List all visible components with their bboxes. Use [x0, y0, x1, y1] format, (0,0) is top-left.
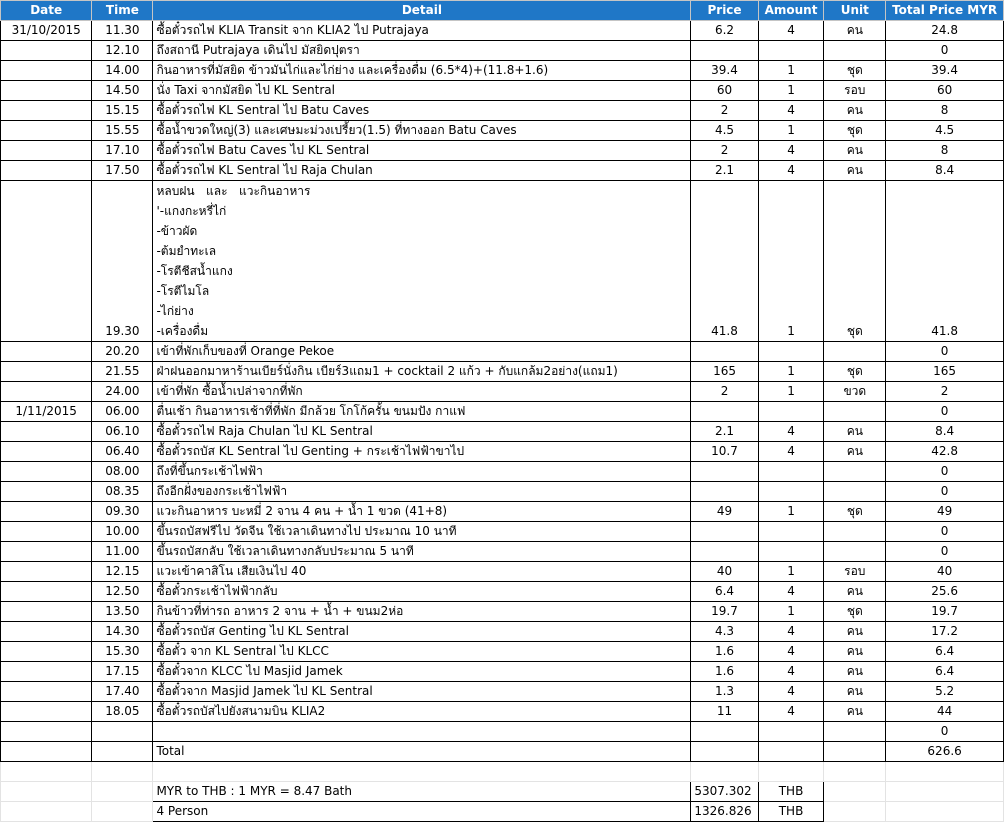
cell-time[interactable]: 08.35 — [92, 482, 153, 502]
empty-cell[interactable] — [1, 782, 92, 802]
cell-total[interactable]: 8 — [886, 141, 1004, 161]
header-unit[interactable]: Unit — [824, 1, 886, 21]
cell-detail[interactable]: ถึงที่ขึ้นกระเช้าไฟฟ้า — [153, 462, 691, 482]
cell-time[interactable]: 15.30 — [92, 642, 153, 662]
table-row — [1, 21, 1004, 41]
table-row — [1, 542, 1004, 562]
cell-price[interactable] — [691, 482, 758, 502]
cell-date[interactable] — [1, 422, 92, 442]
cell-detail[interactable]: กินข้าวที่ท่ารถ อาหาร 2 จาน + น้ำ + ขนม2ห่อ — [153, 602, 691, 622]
table-row — [1, 522, 1004, 542]
cell-price[interactable]: 1.6 — [691, 642, 758, 662]
cell-date[interactable] — [1, 181, 92, 342]
empty-cell[interactable] — [886, 782, 1004, 802]
spacer-row — [1, 762, 1004, 782]
table-row — [1, 402, 1004, 422]
cell-unit[interactable]: คน — [824, 682, 886, 702]
cell-detail[interactable]: ฝ่าฝนออกมาหาร้านเบียร์นั่งกิน เบียร์3แถม1 + cocktail 2 แก้ว + กับแกล้ม2อย่าง(แถม1) — [153, 362, 691, 382]
cell-total[interactable]: 6.4 — [886, 642, 1004, 662]
cell-amount[interactable]: 4 — [758, 662, 824, 682]
cell-amount[interactable] — [758, 342, 824, 362]
cell-unit[interactable]: คน — [824, 702, 886, 722]
cell-price[interactable]: 39.4 — [691, 61, 758, 81]
cell-price[interactable]: 4.3 — [691, 622, 758, 642]
cell-unit[interactable] — [824, 402, 886, 422]
cell-price[interactable]: 4.5 — [691, 121, 758, 141]
cell-total[interactable]: 165 — [886, 362, 1004, 382]
cell-price[interactable]: 60 — [691, 81, 758, 101]
cell-amount[interactable]: 4 — [758, 702, 824, 722]
empty-cell[interactable] — [824, 762, 886, 782]
cell-price[interactable] — [691, 522, 758, 542]
cell-time[interactable]: 15.55 — [92, 121, 153, 141]
cell-amount[interactable] — [758, 722, 824, 742]
cell-price[interactable]: 40 — [691, 562, 758, 582]
cell-amount[interactable] — [758, 402, 824, 422]
cell-detail[interactable]: ซื้อน้ำขวดใหญ่(3) และเศษมะม่วงเปรี้ยว(1.5) ที่ทางออก Batu Caves — [153, 121, 691, 141]
cell-date[interactable] — [1, 622, 92, 642]
cell-total[interactable]: 17.2 — [886, 622, 1004, 642]
cell-total[interactable]: 49 — [886, 502, 1004, 522]
cell-amount[interactable]: 1 — [758, 362, 824, 382]
cell-time[interactable]: 17.10 — [92, 141, 153, 161]
cell-detail[interactable]: ซื้อตั๋ว จาก KL Sentral ไป KLCC — [153, 642, 691, 662]
cell-total[interactable]: 8 — [886, 101, 1004, 121]
empty-cell[interactable] — [886, 762, 1004, 782]
table-row — [1, 101, 1004, 121]
cell-total[interactable]: 6.4 — [886, 662, 1004, 682]
cell-unit[interactable] — [824, 41, 886, 61]
cell-amount[interactable]: 4 — [758, 642, 824, 662]
cell-date[interactable] — [1, 382, 92, 402]
cell-date[interactable] — [1, 602, 92, 622]
cell-detail[interactable]: ซื้อตั๋วรถบัสไปยังสนามบิน KLIA2 — [153, 702, 691, 722]
header-amount[interactable]: Amount — [758, 1, 824, 21]
cell-date[interactable] — [1, 722, 92, 742]
header-time[interactable]: Time — [92, 1, 153, 21]
cell-price[interactable]: 1.3 — [691, 682, 758, 702]
cell-amount[interactable]: 1 — [758, 121, 824, 141]
cell-amount[interactable]: 4 — [758, 682, 824, 702]
cell-date[interactable] — [1, 482, 92, 502]
cell-total[interactable]: 8.4 — [886, 161, 1004, 181]
cell-date[interactable] — [1, 161, 92, 181]
table-row — [1, 41, 1004, 61]
cell-detail[interactable]: เข้าที่พักเก็บของที่ Orange Pekoe — [153, 342, 691, 362]
cell-price[interactable]: 41.8 — [691, 181, 758, 342]
cell-detail[interactable]: กินอาหารที่มัสยิด ข้าวมันไก่และไก่ย่าง และเครื่องดื่ม (6.5*4)+(11.8+1.6) — [153, 61, 691, 81]
table-row — [1, 161, 1004, 181]
cell-unit[interactable]: ชุด — [824, 181, 886, 342]
cell-price[interactable] — [691, 41, 758, 61]
cell-time[interactable]: 06.10 — [92, 422, 153, 442]
table-row — [1, 61, 1004, 81]
cell-amount[interactable]: 4 — [758, 141, 824, 161]
cell-date[interactable] — [1, 642, 92, 662]
cell-price[interactable]: 2.1 — [691, 422, 758, 442]
empty-cell[interactable] — [824, 802, 886, 822]
cell-amount[interactable] — [758, 742, 824, 762]
cell-date[interactable] — [1, 662, 92, 682]
empty-cell[interactable] — [92, 762, 153, 782]
cell-unit[interactable]: คน — [824, 21, 886, 41]
cell-amount[interactable]: 4 — [758, 101, 824, 121]
cell-time[interactable]: 15.15 — [92, 101, 153, 121]
cell-price[interactable]: 11 — [691, 702, 758, 722]
empty-cell[interactable] — [691, 762, 758, 782]
conversion-label[interactable]: 4 Person — [153, 802, 691, 822]
cell-amount[interactable]: 1 — [758, 502, 824, 522]
cell-unit[interactable]: คน — [824, 101, 886, 121]
cell-detail[interactable]: ซื้อตั๋วรถไฟ Batu Caves ไป KL Sentral — [153, 141, 691, 161]
cell-time[interactable]: 09.30 — [92, 502, 153, 522]
cell-total[interactable]: 5.2 — [886, 682, 1004, 702]
cell-detail[interactable]: ซื้อตั๋วรถบัส Genting ไป KL Sentral — [153, 622, 691, 642]
cell-total[interactable]: 0 — [886, 482, 1004, 502]
cell-unit[interactable] — [824, 342, 886, 362]
cell-price[interactable] — [691, 722, 758, 742]
cell-price[interactable]: 2 — [691, 141, 758, 161]
cell-total[interactable]: 0 — [886, 722, 1004, 742]
cell-detail[interactable]: ซื้อตั๋วรถไฟ KL Sentral ไป Batu Caves — [153, 101, 691, 121]
cell-detail[interactable]: แวะกินอาหาร บะหมี่ 2 จาน 4 คน + น้ำ 1 ขวด (41+8) — [153, 502, 691, 522]
cell-detail[interactable]: ขึ้นรถบัสฟรีไป วัดจีน ใช้เวลาเดินทางไป ประมาณ 10 นาที — [153, 522, 691, 542]
cell-time[interactable]: 12.15 — [92, 562, 153, 582]
cell-amount[interactable]: 4 — [758, 161, 824, 181]
header-total[interactable]: Total Price MYR — [886, 1, 1004, 21]
cell-date[interactable] — [1, 342, 92, 362]
cell-price[interactable]: 10.7 — [691, 442, 758, 462]
cell-time[interactable]: 17.50 — [92, 161, 153, 181]
cell-date[interactable] — [1, 522, 92, 542]
cell-time[interactable]: 14.30 — [92, 622, 153, 642]
header-row — [1, 1, 1004, 21]
conversion-row — [1, 782, 1004, 802]
table-row — [1, 622, 1004, 642]
empty-cell[interactable] — [1, 802, 92, 822]
cell-unit[interactable]: ชุด — [824, 602, 886, 622]
table-row — [1, 742, 1004, 762]
cell-amount[interactable]: 4 — [758, 442, 824, 462]
table-row — [1, 482, 1004, 502]
cell-total[interactable]: 0 — [886, 542, 1004, 562]
table-row — [1, 662, 1004, 682]
cell-price[interactable] — [691, 402, 758, 422]
cell-date[interactable] — [1, 582, 92, 602]
table-row — [1, 582, 1004, 602]
cell-time[interactable]: 12.10 — [92, 41, 153, 61]
cell-amount[interactable] — [758, 482, 824, 502]
cell-amount[interactable]: 4 — [758, 582, 824, 602]
cell-detail[interactable] — [153, 722, 691, 742]
cell-time[interactable]: 17.40 — [92, 682, 153, 702]
cell-amount[interactable]: 1 — [758, 181, 824, 342]
cell-unit[interactable] — [824, 722, 886, 742]
table-row — [1, 722, 1004, 742]
cell-unit[interactable]: คน — [824, 141, 886, 161]
cell-total[interactable]: 2 — [886, 382, 1004, 402]
cell-total[interactable]: 44 — [886, 702, 1004, 722]
table-row — [1, 81, 1004, 101]
cell-time[interactable]: 24.00 — [92, 382, 153, 402]
cell-date[interactable] — [1, 101, 92, 121]
cell-time[interactable]: 17.15 — [92, 662, 153, 682]
empty-cell[interactable] — [1, 762, 92, 782]
cell-unit[interactable] — [824, 742, 886, 762]
table-row — [1, 502, 1004, 522]
cell-price[interactable]: 6.2 — [691, 21, 758, 41]
cell-price[interactable] — [691, 342, 758, 362]
header-detail[interactable]: Detail — [153, 1, 691, 21]
cell-unit[interactable] — [824, 482, 886, 502]
cell-detail[interactable]: แวะเข้าคาสิโน เสียเงินไป 40 — [153, 562, 691, 582]
header-price[interactable]: Price — [691, 1, 758, 21]
table-row — [1, 682, 1004, 702]
cell-price[interactable]: 2 — [691, 101, 758, 121]
cell-time[interactable]: 06.00 — [92, 402, 153, 422]
cell-amount[interactable] — [758, 462, 824, 482]
empty-cell[interactable] — [824, 782, 886, 802]
cell-date[interactable] — [1, 702, 92, 722]
cell-unit[interactable] — [824, 542, 886, 562]
cell-detail[interactable]: ถึงสถานี Putrajaya เดินไป มัสยิดปุตรา — [153, 41, 691, 61]
cell-price[interactable]: 19.7 — [691, 602, 758, 622]
cell-detail[interactable]: ซื้อตั๋วรถบัส KL Sentral ไป Genting + กระเช้าไฟฟ้าขาไป — [153, 442, 691, 462]
table-row — [1, 121, 1004, 141]
cell-date[interactable] — [1, 442, 92, 462]
cell-unit[interactable]: ชุด — [824, 61, 886, 81]
conversion-value[interactable]: 5307.302 — [691, 782, 758, 802]
conversion-currency[interactable]: THB — [758, 802, 824, 822]
cell-date[interactable]: 1/11/2015 — [1, 402, 92, 422]
cell-unit[interactable] — [824, 462, 886, 482]
cell-time[interactable]: 10.00 — [92, 522, 153, 542]
cell-date[interactable] — [1, 562, 92, 582]
empty-cell[interactable] — [886, 802, 1004, 822]
cell-total[interactable]: 626.6 — [886, 742, 1004, 762]
cell-time[interactable]: 11.00 — [92, 542, 153, 562]
cell-date[interactable] — [1, 61, 92, 81]
table-row — [1, 382, 1004, 402]
cell-detail[interactable]: Total — [153, 742, 691, 762]
cell-time[interactable] — [92, 722, 153, 742]
table-row — [1, 362, 1004, 382]
table-row — [1, 422, 1004, 442]
cell-unit[interactable]: คน — [824, 622, 886, 642]
table-row — [1, 342, 1004, 362]
table-row — [1, 462, 1004, 482]
cell-date[interactable] — [1, 141, 92, 161]
cell-price[interactable] — [691, 462, 758, 482]
cell-amount[interactable]: 4 — [758, 622, 824, 642]
table-row — [1, 141, 1004, 161]
cell-detail[interactable]: นั่ง Taxi จากมัสยิด ไป KL Sentral — [153, 81, 691, 101]
cell-time[interactable]: 13.50 — [92, 602, 153, 622]
cell-price[interactable]: 1.6 — [691, 662, 758, 682]
cell-amount[interactable]: 1 — [758, 602, 824, 622]
cell-date[interactable] — [1, 542, 92, 562]
cell-total[interactable]: 40 — [886, 562, 1004, 582]
cell-total[interactable]: 8.4 — [886, 422, 1004, 442]
cell-date[interactable] — [1, 362, 92, 382]
cell-unit[interactable]: คน — [824, 662, 886, 682]
cell-total[interactable]: 0 — [886, 522, 1004, 542]
cell-date[interactable] — [1, 502, 92, 522]
cell-time[interactable]: 11.30 — [92, 21, 153, 41]
cell-detail[interactable]: ขึ้นรถบัสกลับ ใช้เวลาเดินทางกลับประมาณ 5 นาที — [153, 542, 691, 562]
table-row — [1, 642, 1004, 662]
cell-total[interactable]: 0 — [886, 402, 1004, 422]
cell-detail[interactable]: ถึงอีกฝั่งของกระเช้าไฟฟ้า — [153, 482, 691, 502]
cell-total[interactable]: 39.4 — [886, 61, 1004, 81]
empty-cell[interactable] — [758, 762, 824, 782]
cell-time[interactable]: 18.05 — [92, 702, 153, 722]
cell-unit[interactable]: ชุด — [824, 121, 886, 141]
cell-amount[interactable] — [758, 41, 824, 61]
cell-unit[interactable]: คน — [824, 582, 886, 602]
cell-time[interactable]: 12.50 — [92, 582, 153, 602]
cell-detail[interactable]: ซื้อตั๋วรถไฟ Raja Chulan ไป KL Sentral — [153, 422, 691, 442]
cell-amount[interactable]: 4 — [758, 422, 824, 442]
cell-total[interactable]: 41.8 — [886, 181, 1004, 342]
conversion-currency[interactable]: THB — [758, 782, 824, 802]
cell-time[interactable]: 20.20 — [92, 342, 153, 362]
cell-total[interactable]: 42.8 — [886, 442, 1004, 462]
cell-time[interactable]: 19.30 — [92, 181, 153, 342]
cell-time[interactable]: 06.40 — [92, 442, 153, 462]
cell-price[interactable]: 165 — [691, 362, 758, 382]
cell-total[interactable]: 24.8 — [886, 21, 1004, 41]
table-row — [1, 702, 1004, 722]
table-row — [1, 442, 1004, 462]
cell-detail[interactable]: ซื้อตั๋วจาก Masjid Jamek ไป KL Sentral — [153, 682, 691, 702]
cell-total[interactable]: 0 — [886, 462, 1004, 482]
cell-detail[interactable]: เข้าที่พัก ซื้อน้ำเปล่าจากที่พัก — [153, 382, 691, 402]
cell-amount[interactable] — [758, 542, 824, 562]
header-date[interactable]: Date — [1, 1, 92, 21]
cell-total[interactable]: 4.5 — [886, 121, 1004, 141]
conversion-value[interactable]: 1326.826 — [691, 802, 758, 822]
cell-price[interactable]: 6.4 — [691, 582, 758, 602]
cell-time[interactable]: 14.00 — [92, 61, 153, 81]
cell-amount[interactable]: 4 — [758, 21, 824, 41]
cell-date[interactable] — [1, 682, 92, 702]
cell-unit[interactable]: ชุด — [824, 502, 886, 522]
table-row — [1, 602, 1004, 622]
cell-detail[interactable]: ซื้อตั๋วจาก KLCC ไป Masjid Jamek — [153, 662, 691, 682]
cell-date[interactable] — [1, 81, 92, 101]
cell-price[interactable]: 49 — [691, 502, 758, 522]
cell-price[interactable] — [691, 742, 758, 762]
cell-detail[interactable]: ซื้อตั๋วรถไฟ KLIA Transit จาก KLIA2 ไป Putrajaya — [153, 21, 691, 41]
cell-price[interactable] — [691, 542, 758, 562]
cell-amount[interactable] — [758, 522, 824, 542]
cell-detail[interactable]: หลบฝน และ แวะกินอาหาร '-แกงกะหรี่ไก่ -ข้าวผัด -ต้มยำทะเล -โรตีชีสน้ำแกง -โรตีไมโล -ไก่ย่าง -เครื่องดื่ม — [153, 181, 691, 342]
cell-amount[interactable]: 1 — [758, 61, 824, 81]
cell-detail[interactable]: ซื้อตั๋วกระเช้าไฟฟ้ากลับ — [153, 582, 691, 602]
empty-cell[interactable] — [92, 782, 153, 802]
cell-detail[interactable]: ซื้อตั๋วรถไฟ KL Sentral ไป Raja Chulan — [153, 161, 691, 181]
cell-price[interactable]: 2 — [691, 382, 758, 402]
cell-date[interactable]: 31/10/2015 — [1, 21, 92, 41]
cell-time[interactable]: 21.55 — [92, 362, 153, 382]
cell-date[interactable] — [1, 41, 92, 61]
empty-cell[interactable] — [92, 802, 153, 822]
cell-unit[interactable]: คน — [824, 422, 886, 442]
cell-unit[interactable]: คน — [824, 442, 886, 462]
cell-amount[interactable]: 1 — [758, 562, 824, 582]
cell-time[interactable]: 08.00 — [92, 462, 153, 482]
cell-total[interactable]: 19.7 — [886, 602, 1004, 622]
cell-total[interactable]: 0 — [886, 41, 1004, 61]
cell-total[interactable]: 60 — [886, 81, 1004, 101]
cell-price[interactable]: 2.1 — [691, 161, 758, 181]
cell-unit[interactable]: รอบ — [824, 562, 886, 582]
table-row — [1, 181, 1004, 342]
cell-unit[interactable]: ชุด — [824, 362, 886, 382]
table-row — [1, 562, 1004, 582]
cell-amount[interactable]: 1 — [758, 382, 824, 402]
cell-date[interactable] — [1, 462, 92, 482]
cell-unit[interactable]: รอบ — [824, 81, 886, 101]
cell-unit[interactable] — [824, 522, 886, 542]
conversion-row — [1, 802, 1004, 822]
empty-cell[interactable] — [153, 762, 691, 782]
cell-unit[interactable]: ขวด — [824, 382, 886, 402]
cell-amount[interactable]: 1 — [758, 81, 824, 101]
cell-time[interactable] — [92, 742, 153, 762]
cell-total[interactable]: 0 — [886, 342, 1004, 362]
cell-date[interactable] — [1, 121, 92, 141]
cell-date[interactable] — [1, 742, 92, 762]
cell-total[interactable]: 25.6 — [886, 582, 1004, 602]
conversion-label[interactable]: MYR to THB : 1 MYR = 8.47 Bath — [153, 782, 691, 802]
cell-unit[interactable]: คน — [824, 161, 886, 181]
cell-unit[interactable]: คน — [824, 642, 886, 662]
cell-detail[interactable]: ตื่นเช้า กินอาหารเช้าที่ที่พัก มีกล้วย โกโก้ครั้น ขนมปัง กาแฟ — [153, 402, 691, 422]
cell-time[interactable]: 14.50 — [92, 81, 153, 101]
